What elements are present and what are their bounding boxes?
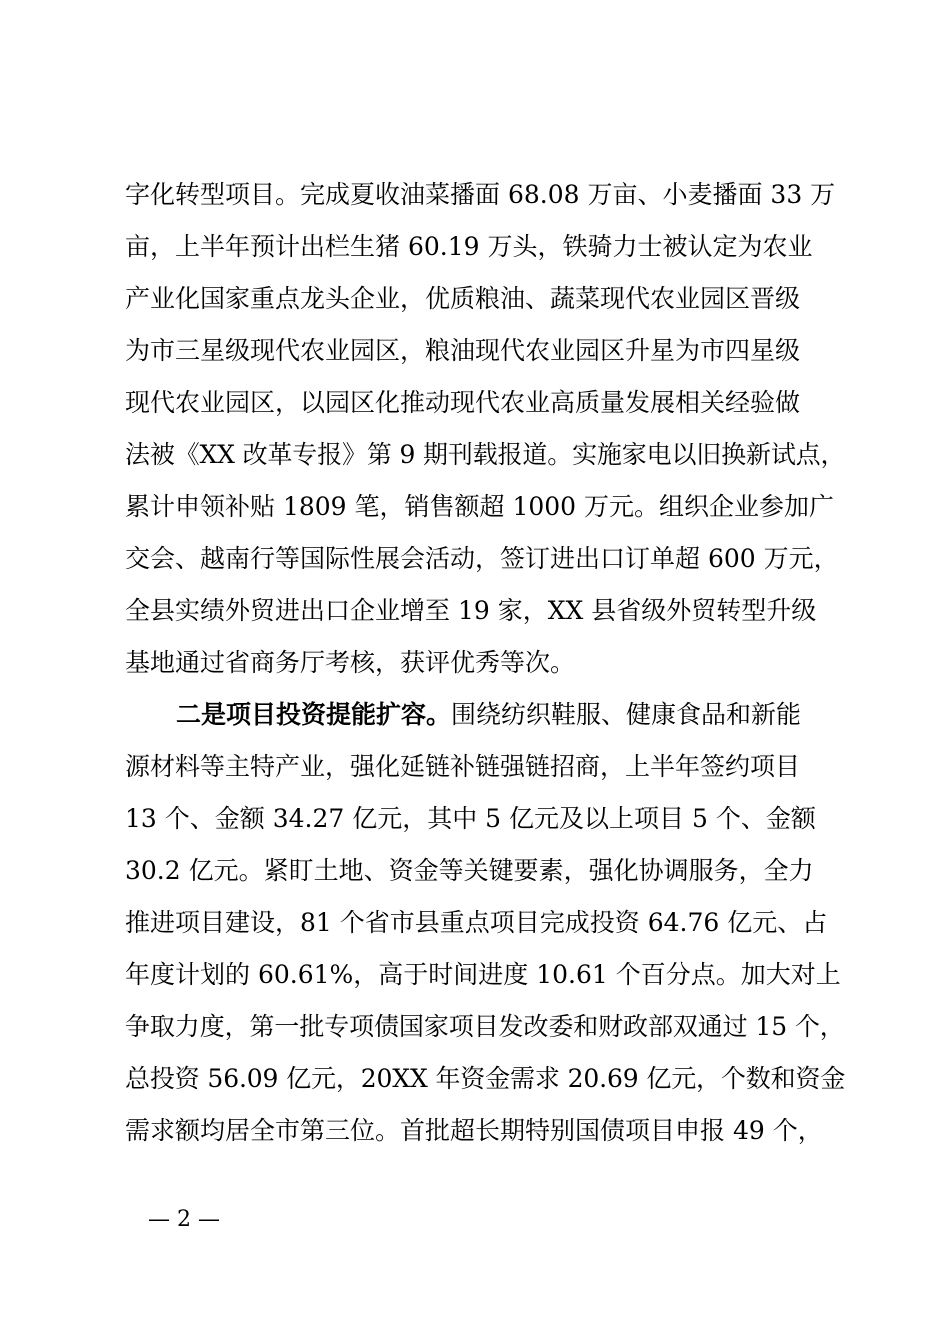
paragraph1-line-9: 全县实绩外贸进出口企业增至 19 家，XX 县省级外贸转型升级 (125, 596, 817, 625)
paragraph1-line-3: 产业化国家重点龙头企业，优质粮油、蔬菜现代农业园区晋级 (125, 284, 801, 313)
paragraph1-line-2: 亩，上半年预计出栏生猪 60.19 万头，铁骑力士被认定为农业 (125, 232, 813, 261)
paragraph1-line-8: 交会、越南行等国际性展会活动，签订进出口订单超 600 万元， (125, 544, 839, 573)
paragraph1-line-4: 为市三星级现代农业园区，粮油现代农业园区升星为市四星级 (125, 336, 801, 365)
paragraph1-line-1: 字化转型项目。完成夏收油菜播面 68.08 万亩、小麦播面 33 万 (125, 180, 836, 209)
paragraph2-line-2: 源材料等主特产业，强化延链补链强链招商，上半年签约项目 (125, 752, 801, 781)
paragraph1-line-5: 现代农业园区，以园区化推动现代农业高质量发展相关经验做 (125, 388, 801, 417)
paragraph1-line-7: 累计申领补贴 1809 笔，销售额超 1000 万元。组织企业参加广 (125, 492, 835, 521)
paragraph2-line-7: 争取力度，第一批专项债国家项目发改委和财政部双通过 15 个， (125, 1012, 845, 1041)
paragraph2-first-line-text: 围绕纺织鞋服、健康食品和新能 (451, 700, 802, 729)
paragraph2-line-8: 总投资 56.09 亿元，20XX 年资金需求 20.69 亿元，个数和资金 (125, 1064, 846, 1093)
paragraph2-line-6: 年度计划的 60.61%，高于时间进度 10.61 个百分点。加大对上 (125, 960, 841, 989)
paragraph2-line-9: 需求额均居全市第三位。首批超长期特别国债项目申报 49 个， (125, 1116, 823, 1145)
paragraph2-line-1 (176, 700, 801, 730)
page-number: — 2 — (148, 1207, 220, 1232)
paragraph2-line-4: 30.2 亿元。紧盯土地、资金等关键要素，强化协调服务，全力 (125, 856, 814, 885)
paragraph1-line-6: 法被《XX 改革专报》第 9 期刊载报道。实施家电以旧换新试点， (125, 440, 846, 469)
paragraph2-line-3: 13 个、金额 34.27 亿元，其中 5 亿元及以上项目 5 个、金额 (125, 804, 816, 833)
paragraph1-line-10: 基地通过省商务厅考核，获评优秀等次。 (125, 648, 576, 677)
paragraph2-heading: 二是项目投资提能扩容。 (176, 700, 452, 729)
paragraph2-line-5: 推进项目建设，81 个省市县重点项目完成投资 64.76 亿元、占 (125, 908, 828, 937)
